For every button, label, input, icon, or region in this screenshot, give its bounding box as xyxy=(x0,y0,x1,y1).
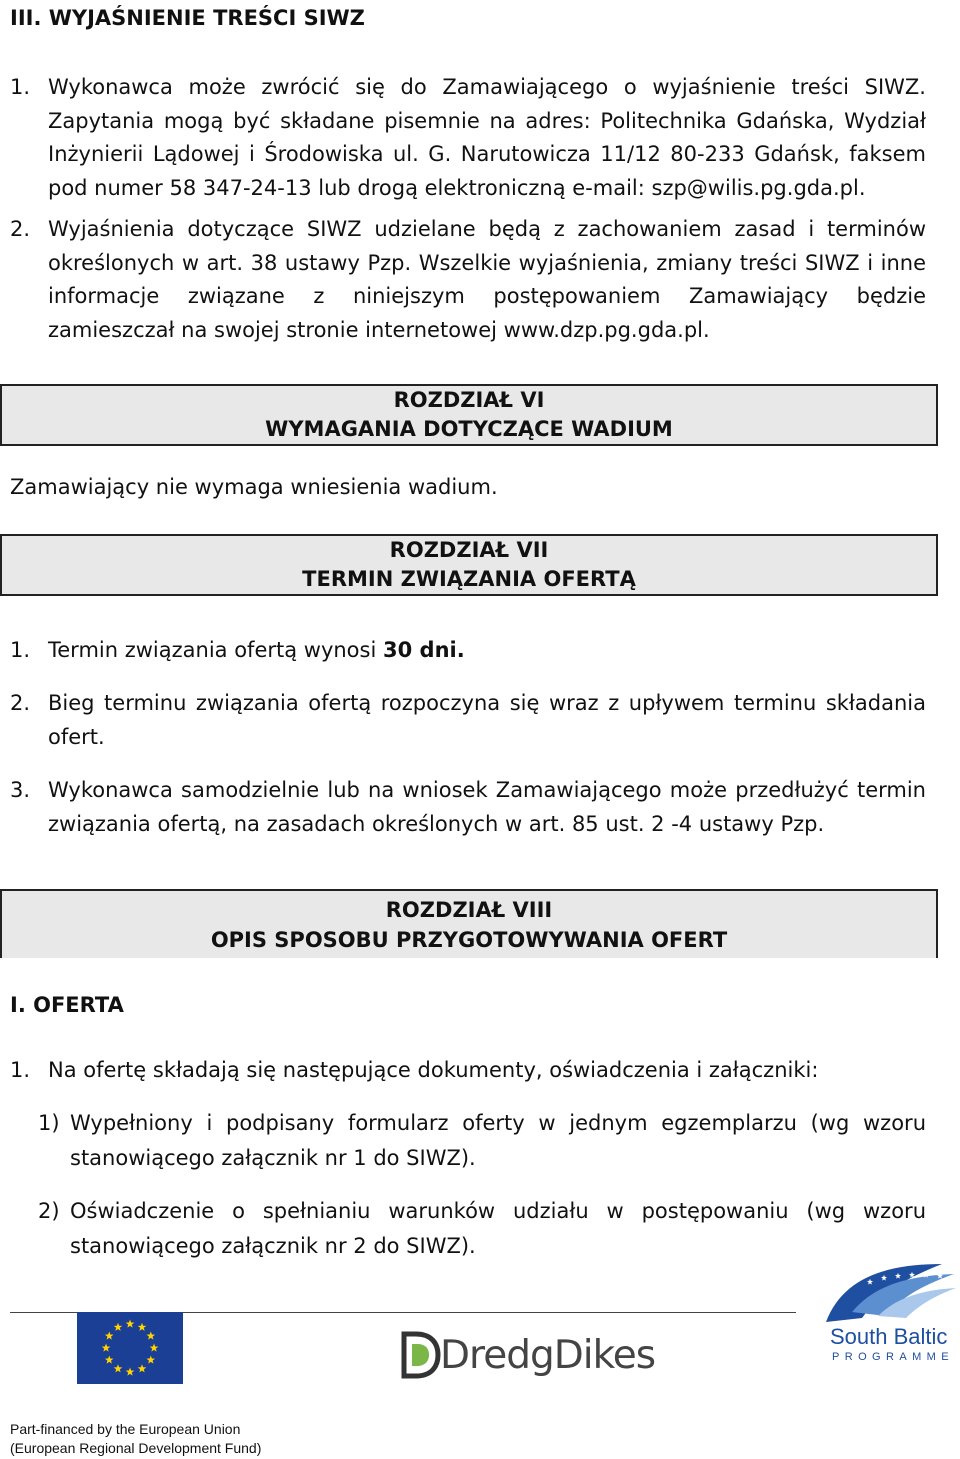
chapter-7-title: TERMIN ZWIĄZANIA OFERTĄ xyxy=(302,567,636,591)
chapter-7-item-2 xyxy=(10,687,926,754)
chapter-6-body: Zamawiający nie wymaga wniesienia wadium. xyxy=(10,475,498,499)
financing-line-1: Part-financed by the European Union xyxy=(10,1421,241,1437)
item-text: Na ofertę składają się następujące dokumenty, oświadczenia i załączniki: xyxy=(48,1058,819,1082)
subitem-number: 1) xyxy=(38,1111,60,1135)
financing-line-2: (European Regional Development Fund) xyxy=(10,1440,262,1456)
item-number: 3. xyxy=(10,778,31,802)
south-baltic-logo xyxy=(822,1262,957,1367)
clarification-item-1 xyxy=(10,71,926,205)
south-baltic-subtitle: PROGRAMME xyxy=(832,1351,954,1363)
item-number: 2. xyxy=(10,691,31,715)
chapter-6-title: WYMAGANIA DOTYCZĄCE WADIUM xyxy=(265,417,673,441)
document-subitem-1 xyxy=(38,1106,926,1176)
chapter-8-item-1 xyxy=(10,1054,926,1088)
chapter-8-heading-box xyxy=(0,889,938,958)
eu-flag-icon xyxy=(77,1312,183,1384)
chapter-7-item-1 xyxy=(10,634,926,668)
document-subitem-2 xyxy=(38,1194,926,1264)
email-link[interactable]: szp@wilis.pg.gda.pl xyxy=(651,175,859,200)
item-number: 1. xyxy=(10,75,31,99)
chapter-6-number: ROZDZIAŁ VI xyxy=(393,388,545,412)
dredgdikes-logo xyxy=(398,1326,656,1386)
subitem-number: 2) xyxy=(38,1199,60,1223)
clarification-item-2 xyxy=(10,213,926,347)
chapter-7-item-3 xyxy=(10,774,926,841)
subitem-text: Oświadczenie o spełnianiu warunków udziału w postępowaniu (wg wzoru stanowiącego załącznik nr 2 do SIWZ). xyxy=(70,1199,926,1258)
term-value: 30 dni. xyxy=(383,638,465,662)
item-number: 1. xyxy=(10,1058,31,1082)
offer-subheading: I. OFERTA xyxy=(10,993,124,1017)
item-text: Termin związania ofertą wynosi 30 dni. xyxy=(48,638,465,662)
dredgdikes-wordmark: DredgDikes xyxy=(440,1333,656,1378)
subitem-text: Wypełniony i podpisany formularz oferty w jednym egzemplarzu (wg wzoru stanowiącego załącznik nr 1 do SIWZ). xyxy=(70,1111,926,1170)
section-heading: III. WYJAŚNIENIE TREŚCI SIWZ xyxy=(10,6,365,30)
item-text: Wykonawca może zwrócić się do Zamawiającego o wyjaśnienie treści SIWZ. Zapytania mogą być składane pisemnie na adres: Politechnika Gdańska, Wydział Inżynierii Lądowej i Środowiska ul. G. Narutowicza 11/12 80-233 Gdańsk, faksem pod numer 58 347-24-13 lub drogą elektroniczną e-mail: szp@wilis.pg.gda.pl. xyxy=(48,75,926,200)
chapter-7-number: ROZDZIAŁ VII xyxy=(389,538,549,562)
south-baltic-title: South Baltic xyxy=(830,1324,948,1349)
chapter-8-number: ROZDZIAŁ VIII xyxy=(385,898,553,922)
item-text: Wyjaśnienia dotyczące SIWZ udzielane będą z zachowaniem zasad i terminów określonych w art. 38 ustawy Pzp. Wszelkie wyjaśnienia, zmiany treści SIWZ i inne informacje związane z niniejszym postępowaniem Zamawiający będzie zamieszczał na swojej stronie internetowej www.dzp.pg.gda.pl. xyxy=(48,217,926,342)
item-number: 2. xyxy=(10,217,31,241)
financing-note xyxy=(10,1420,261,1458)
item-number: 1. xyxy=(10,638,31,662)
item-text: Bieg terminu związania ofertą rozpoczyna się wraz z upływem terminu składania ofert. xyxy=(48,691,926,749)
chapter-8-title: OPIS SPOSOBU PRZYGOTOWYWANIA OFERT xyxy=(210,928,728,952)
item-text: Wykonawca samodzielnie lub na wniosek Zamawiającego może przedłużyć termin związania ofertą, na zasadach określonych w art. 85 ust. 2 -4 ustawy Pzp. xyxy=(48,778,926,836)
chapter-6-heading-box xyxy=(0,384,938,446)
chapter-7-heading-box xyxy=(0,534,938,596)
